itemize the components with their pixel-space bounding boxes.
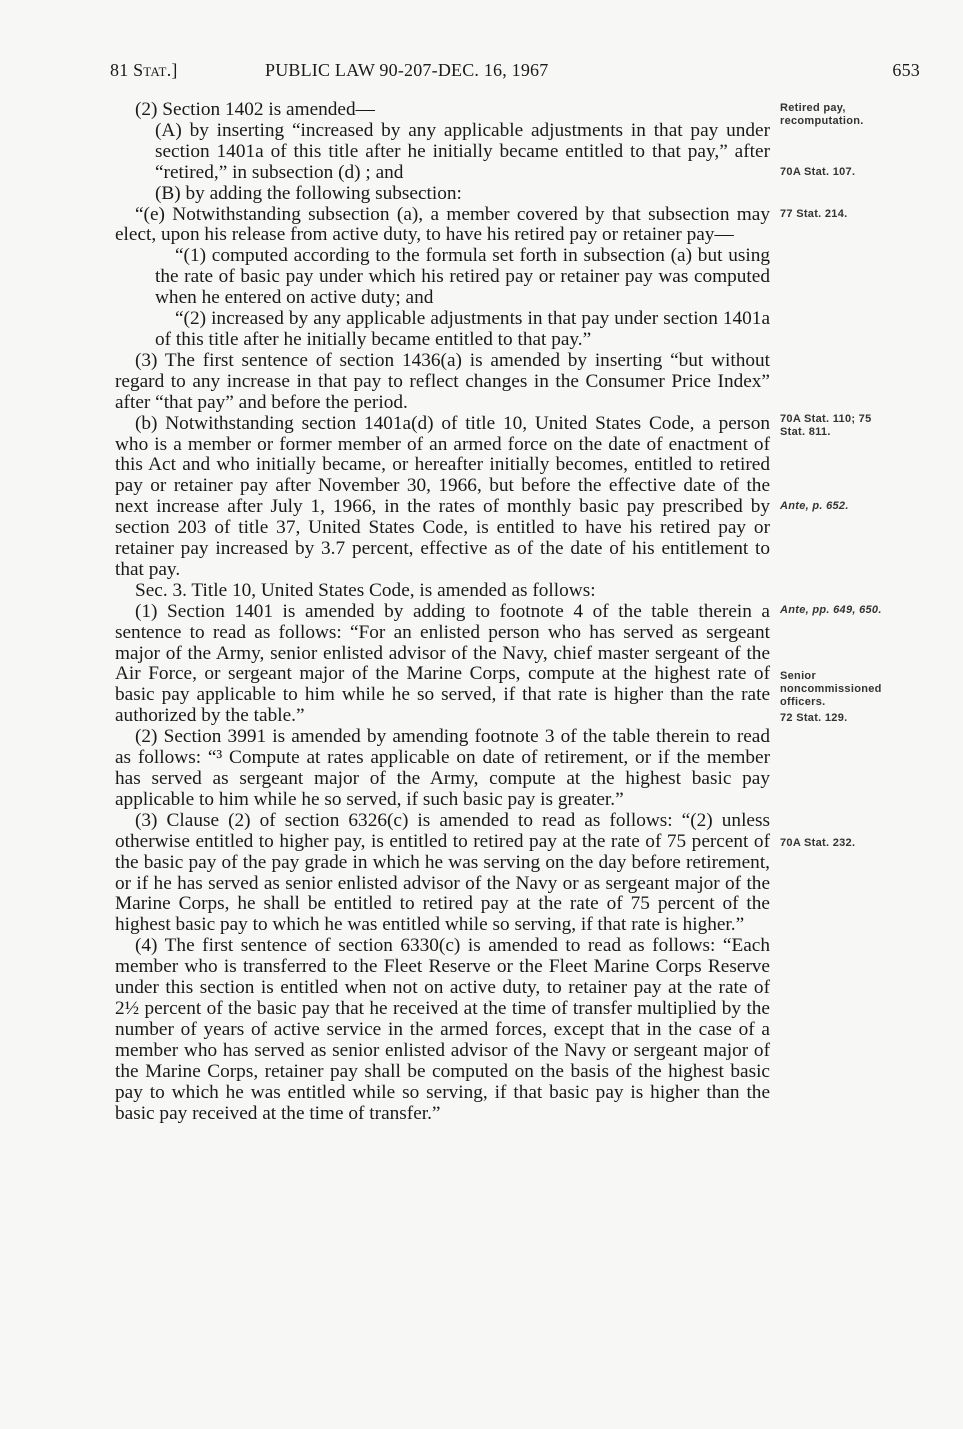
margin-note-citation: 70A Stat. 232. [780,837,856,849]
margin-note-citation: 70A Stat. 110; 75 Stat. 811. [780,413,872,438]
margin-note-citation: 77 Stat. 214. [780,208,848,220]
paragraph: “(e) Notwithstanding subsection (a), a member covered by that subsection may elect, upon his release from active duty, to have his retired pay or retainer pay— [115,203,770,246]
paragraph: (3) The first sentence of section 1436(a) is amended by inserting “but without regard to any increase in that pay to reflect changes in the Consumer Price Index” after “that pay” and before the period. [115,349,770,413]
paragraph: (4) The first sentence of section 6330(c) is amended to read as follows: “Each member who is transferred to the Fleet Reserve or the Fleet Marine Corps Reserve under this section is entitled when not on active duty, to retainer pay at the rate of 2½ percent of the basic pay that he received at the time of transfer multiplied by the number of years of active service in the armed forces, except that in the case of a member who has served as senior enlisted advisor of the Navy or sergeant major of the Marine Corps, retainer pay shall be computed on the basis of the highest basic pay to which he was entitled while so serving, if that basic pay is higher than the basic pay received at the time of transfer.” [115,935,770,1124]
margin-note-retired-pay: Retired pay, recomputation. [780,102,864,127]
paragraph: (2) Section 3991 is amended by amending footnote 3 of the table therein to read as follows: “³ Compute at rates applicable on date of retirement, or if the member has served as sergeant major of the Army, compute at the highest basic pay applicable to him while he so served, if such basic pay is greater.” [115,726,770,810]
paragraph: “(2) increased by any applicable adjustments in that pay under section 1401a of this title after he initially became entitled to that pay.” [155,308,770,350]
margin-note-citation: 70A Stat. 107. [780,166,856,178]
running-header [110,60,920,84]
header-title: PUBLIC LAW 90-207-DEC. 16, 1967 [265,60,549,80]
paragraph: (A) by inserting “increased by any applicable adjustments in that pay under section 1401a of this title after he initially became entitled to that pay,” after “retired,” in subsection (d) ; and [155,119,770,183]
page-number: 653 [892,60,920,80]
paragraph: (3) Clause (2) of section 6326(c) is amended to read as follows: “(2) unless otherwise entitled to higher pay, is entitled to retired pay at the rate of 75 percent of the basic pay of the pay grade in which he was serving on the day before retirement, or if he has served as senior enlisted advisor of the Navy or as sergeant major of the Marine Corps, he shall be entitled to retired pay at the rate of 75 percent of the highest basic pay to which he was entitled while so serving, if that rate is higher.” [115,809,770,936]
margin-note-citation: 72 Stat. 129. [780,712,848,724]
paragraph: (1) Section 1401 is amended by adding to footnote 4 of the table therein a sentence to read as follows: “For an enlisted person who has served as sergeant major of the Army, senior enlisted advisor of the Navy, chief master sergeant of the Air Force, or sergeant major of the Marine Corps, compute at the highest rate of basic pay applicable to him while he so served, if that rate is higher than the rate authorized by the table.” [115,600,770,727]
section-heading: Sec. 3. Title 10, United States Code, is amended as follows: [135,579,596,601]
margin-note-ante: Ante, p. 652. [780,500,849,512]
margin-note-ante: Ante, pp. 649, 650. [780,604,882,616]
paragraph: (b) Notwithstanding section 1401a(d) of title 10, United States Code, a person who is a member or former member of an armed force on the date of enactment of this Act and who initially became, or hereafter initially becomes, entitled to retired pay or retainer pay after November 30, 1966, but before the effective date of the next increase after July 1, 1966, in the rates of monthly basic pay prescribed by section 203 of title 37, United States Code, is entitled to have his retired pay or retainer pay increased by 3.7 percent, effective as of the date of his entitlement to that pay. [115,412,770,580]
paragraph: (2) Section 1402 is amended— [135,99,375,120]
paragraph: “(1) computed according to the formula set forth in subsection (a) but using the rate of basic pay under which his retired pay or retainer pay was computed when he entered on active duty; and [155,245,770,309]
paragraph: (B) by adding the following subsection: [155,182,462,204]
statute-body [115,100,770,1124]
margin-note-senior-nco: Senior noncommissioned officers. [780,670,882,708]
header-statute-ref: 81 Stat.] [110,60,178,80]
